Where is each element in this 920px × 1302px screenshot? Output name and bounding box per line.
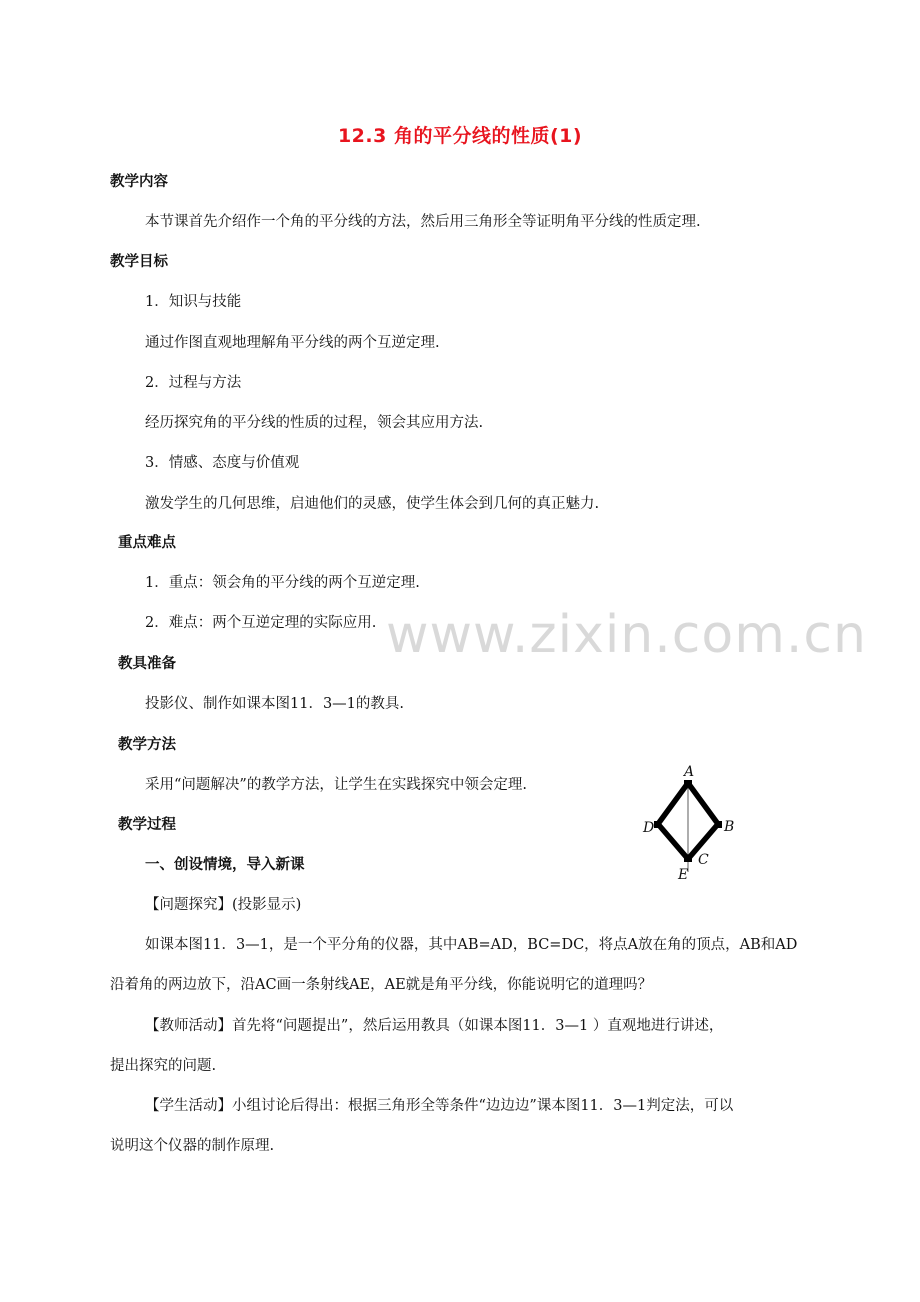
key-point-1: 1．重点：领会角的平分线的两个互逆定理. xyxy=(145,575,420,591)
page-title: 12.3 角的平分线的性质(1) xyxy=(337,125,583,147)
angle-bisector-instrument-figure xyxy=(636,760,746,885)
label-b: B xyxy=(724,819,735,835)
goal1-title: 1．知识与技能 xyxy=(145,294,242,310)
heading-goals: 教学目标 xyxy=(110,254,168,270)
step1-heading: 一、创设情境，导入新课 xyxy=(145,857,305,873)
goal1-text: 通过作图直观地理解角平分线的两个互逆定理. xyxy=(145,335,440,351)
teacher-activity-line-1: 【教师活动】首先将“问题提出”，然后运用教具（如课本图11．3—1 ）直观地进行讲述， xyxy=(145,1018,724,1034)
problem-line-1: 如课本图11．3—1，是一个平分角的仪器，其中AB=AD，BC=DC，将点A放在角的顶点，AB和AD xyxy=(145,937,798,953)
label-d: D xyxy=(643,820,655,836)
heading-content: 教学内容 xyxy=(110,174,168,190)
heading-method: 教学方法 xyxy=(118,737,176,753)
problem-label: 【问题探究】(投影显示) xyxy=(145,897,302,913)
heading-process: 教学过程 xyxy=(118,817,176,833)
label-c: C xyxy=(698,852,709,868)
tools-text: 投影仪、制作如课本图11．3—1的教具. xyxy=(145,696,405,712)
goal3-text: 激发学生的几何思维，启迪他们的灵感，使学生体会到几何的真正魅力. xyxy=(145,496,600,512)
student-activity-line-2: 说明这个仪器的制作原理. xyxy=(110,1138,275,1154)
vertex-c xyxy=(684,856,692,862)
vertex-a xyxy=(684,780,692,786)
watermark: www.zixin.com.cn xyxy=(386,605,867,665)
problem-line-2: 沿着角的两边放下，沿AC画一条射线AE，AE就是角平分线，你能说明它的道理吗？ xyxy=(110,977,653,993)
student-activity-line-1: 【学生活动】小组讨论后得出：根据三角形全等条件“边边边”课本图11．3—1判定法，可以 xyxy=(145,1098,734,1114)
vertex-d xyxy=(654,821,660,828)
key-point-2: 2．难点：两个互逆定理的实际应用. xyxy=(145,615,377,631)
goal2-title: 2．过程与方法 xyxy=(145,375,242,391)
method-text: 采用“问题解决”的教学方法，让学生在实践探究中领会定理. xyxy=(145,777,527,793)
goal2-text: 经历探究角的平分线的性质的过程，领会其应用方法. xyxy=(145,415,484,431)
label-e: E xyxy=(678,867,689,883)
heading-key-points: 重点难点 xyxy=(118,535,176,551)
vertex-b xyxy=(716,821,722,828)
label-a: A xyxy=(684,764,695,780)
heading-tools: 教具准备 xyxy=(118,656,176,672)
content-text: 本节课首先介绍作一个角的平分线的方法，然后用三角形全等证明角平分线的性质定理. xyxy=(145,214,701,230)
goal3-title: 3．情感、态度与价值观 xyxy=(145,455,300,471)
teacher-activity-line-2: 提出探究的问题. xyxy=(110,1058,217,1074)
